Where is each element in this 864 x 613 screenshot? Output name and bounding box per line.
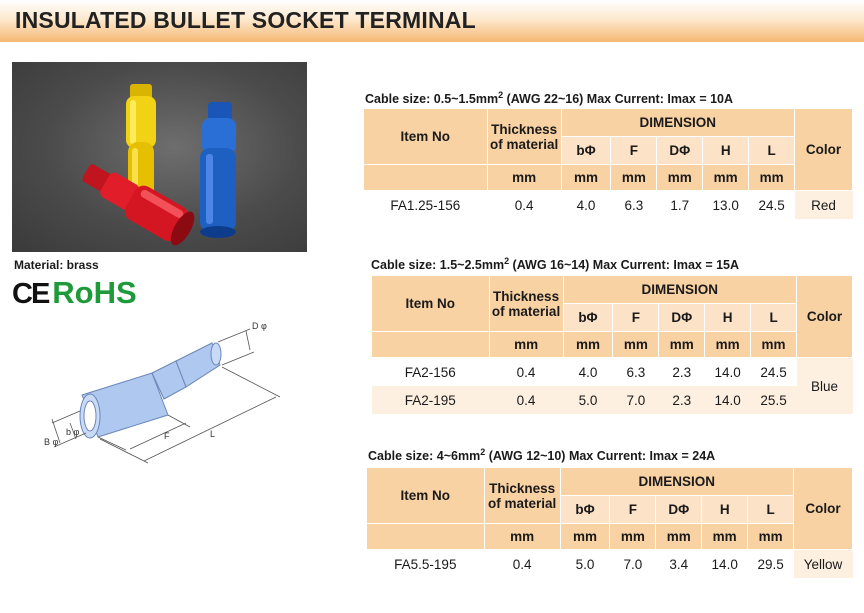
unit-cell: mm — [705, 332, 751, 358]
header-dimension: DIMENSION — [561, 109, 794, 137]
table-caption: Cable size: $0.5\sim 1.5mm^2$ (AWG 22~16) Max Current: Imax = 10A — [365, 90, 734, 107]
header-thickness: Thickness of material — [487, 109, 561, 165]
unit-cell: mm — [613, 332, 659, 358]
unit-cell: mm — [702, 524, 748, 550]
header-col: bΦ — [560, 496, 610, 524]
header-dimension: DIMENSION — [563, 276, 796, 304]
rohs-mark: RoHS — [52, 275, 137, 310]
header-col: F — [610, 496, 656, 524]
header-col: DΦ — [656, 496, 702, 524]
dimension-diagram — [40, 315, 305, 465]
unit-cell: mm — [484, 524, 560, 550]
unit-cell: mm — [563, 332, 613, 358]
header-item-no: Item No — [367, 468, 485, 524]
material-label: Material: brass — [14, 258, 99, 272]
spec-table — [366, 467, 853, 578]
header-dimension: DIMENSION — [560, 468, 793, 496]
product-photo — [12, 62, 307, 252]
header-item-no: Item No — [364, 109, 488, 165]
unit-cell: mm — [560, 524, 610, 550]
header-thickness: Thickness of material — [489, 276, 563, 332]
unit-cell: mm — [659, 332, 705, 358]
header-col: H — [703, 137, 749, 165]
unit-cell: mm — [610, 524, 656, 550]
page-title: INSULATED BULLET SOCKET TERMINAL — [15, 7, 476, 33]
table-caption: Cable size: $4\sim 6mm^2$ (AWG 12~10) Max Current: Imax = 24A — [368, 447, 716, 464]
header-thickness: Thickness of material — [484, 468, 560, 524]
certification-marks — [12, 275, 137, 311]
header-col: L — [748, 496, 794, 524]
header-col: H — [705, 304, 751, 332]
header-color: Color — [797, 276, 853, 358]
unit-cell: mm — [487, 165, 561, 191]
header-col: bΦ — [561, 137, 611, 165]
header-col: L — [751, 304, 797, 332]
dim-label-B: B φ — [44, 437, 59, 447]
spec-table — [363, 108, 853, 219]
table-row: FA5.5-195 0.4 5.0 7.0 3.4 14.0 29.5 Yellow — [367, 550, 853, 579]
unit-cell: mm — [489, 332, 563, 358]
header-color: Color — [795, 109, 853, 191]
header-col: H — [702, 496, 748, 524]
unit-cell: mm — [751, 332, 797, 358]
unit-cell: mm — [748, 524, 794, 550]
title-banner — [0, 0, 864, 42]
unit-cell: mm — [611, 165, 657, 191]
spec-table — [371, 275, 853, 414]
table-row: FA1.25-156 0.4 4.0 6.3 1.7 13.0 24.5 Red — [364, 191, 853, 220]
dim-label-b: b φ — [66, 427, 80, 437]
unit-cell: mm — [749, 165, 795, 191]
table-row: FA2-195 0.4 5.0 7.0 2.3 14.0 25.5 — [372, 386, 853, 414]
unit-cell: mm — [656, 524, 702, 550]
table-caption: Cable size: $1.5\sim 2.5mm^2$ (AWG 16~14) Max Current: Imax = 15A — [371, 256, 740, 273]
dim-label-F: F — [164, 431, 170, 441]
color-cell: Blue — [797, 358, 853, 415]
dim-label-L: L — [210, 429, 216, 439]
header-col: DΦ — [657, 137, 703, 165]
unit-cell: mm — [561, 165, 611, 191]
header-col: F — [611, 137, 657, 165]
ce-mark: CE — [12, 278, 49, 310]
header-col: F — [613, 304, 659, 332]
unit-cell: mm — [703, 165, 749, 191]
header-col: L — [749, 137, 795, 165]
color-cell: Yellow — [794, 550, 853, 579]
header-col: bΦ — [563, 304, 613, 332]
header-col: DΦ — [659, 304, 705, 332]
unit-cell: mm — [657, 165, 703, 191]
header-color: Color — [794, 468, 853, 550]
table-row: FA2-156 0.4 4.0 6.3 2.3 14.0 24.5 Blue — [372, 358, 853, 387]
color-cell: Red — [795, 191, 853, 220]
header-item-no: Item No — [372, 276, 490, 332]
dim-label-d: D φ — [252, 321, 267, 331]
